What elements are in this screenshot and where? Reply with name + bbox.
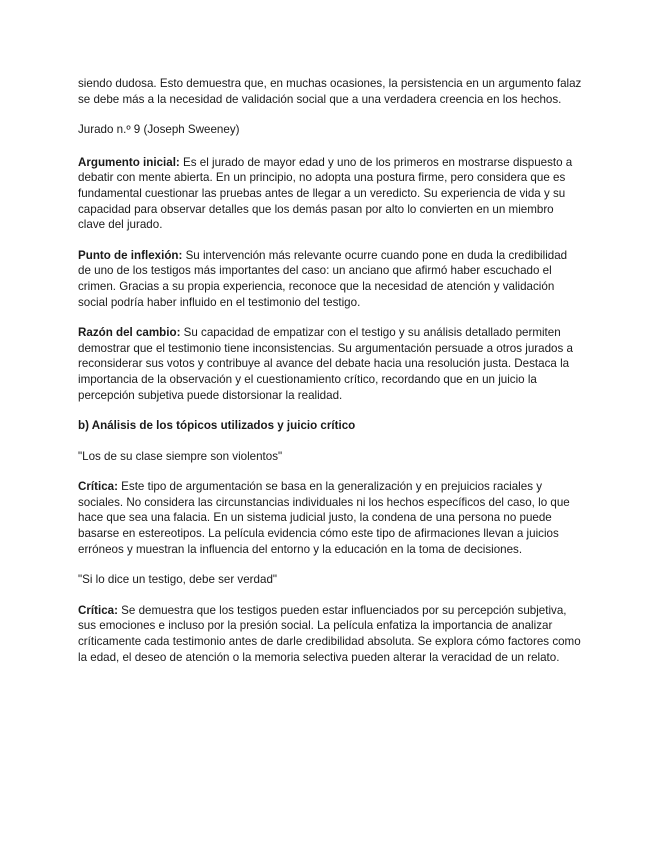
turning-point-text: Su intervención más relevante ocurre cuando pone en duda la credibilidad de uno de los testigos más importantes del caso: un anciano que afirmó haber escuchado el crimen. Gracias a su propia experiencia, reconoce que la necesidad de atención y validación social podría haber influido en el testimonio del testigo. (78, 248, 568, 309)
initial-argument-paragraph (78, 155, 583, 233)
critique-1-label: Crítica: (78, 480, 118, 494)
critique-2-text: Se demuestra que los testigos pueden estar influenciados por su percepción subjetiva, sus emociones e incluso por la presión social. La película enfatiza la importancia de analizar críticamente cada testimonio antes de darle credibilidad absoluta. Se explora cómo factores como la edad, el deseo de atención o la memoria selectiva pueden alterar la veracidad de un relato. (78, 603, 581, 664)
document-page (78, 76, 583, 665)
critique-1-paragraph (78, 479, 583, 557)
reason-change-paragraph (78, 325, 583, 403)
critique-1-text: Este tipo de argumentación se basa en la generalización y en prejuicios raciales y sociales. No considera las circunstancias individuales ni los hechos específicos del caso, lo que hace que sea una falacia. En un sistema judicial justo, la condena de una persona no puede basarse en estereotipos. La película evidencia cómo este tipo de afirmaciones llevan a juicios erróneos y muestran la influencia del entorno y la educación en la toma de decisiones. (78, 480, 570, 556)
turning-point-paragraph (78, 248, 583, 310)
reason-change-text: Su capacidad de empatizar con el testigo y su análisis detallado permiten demostrar que el testimonio tiene inconsistencias. Su argumentación persuade a otros jurados a reconsiderar sus votos y contribuye al avance del debate hacia una resolución justa. Destaca la importancia de la observación y el cuestionamiento crítico, recordando que en un juicio la percepción subjetiva puede distorsionar la realidad. (78, 326, 573, 402)
section-b-heading: b) Análisis de los tópicos utilizados y juicio crítico (78, 419, 356, 433)
topic-2-quote: "Si lo dice un testigo, debe ser verdad" (78, 573, 278, 587)
critique-2-label: Crítica: (78, 603, 118, 617)
intro-paragraph: siendo dudosa. Esto demuestra que, en muchas ocasiones, la persistencia en un argumento falaz se debe más a la necesidad de validación social que a una verdadera creencia en los hechos. (78, 77, 582, 106)
juror-title: Jurado n.º 9 (Joseph Sweeney) (78, 123, 240, 137)
initial-argument-label: Argumento inicial: (78, 155, 180, 169)
reason-change-label: Razón del cambio: (78, 326, 181, 340)
turning-point-label: Punto de inflexión: (78, 248, 183, 262)
critique-2-paragraph (78, 603, 583, 665)
initial-argument-text: Es el jurado de mayor edad y uno de los primeros en mostrarse dispuesto a debatir con mente abierta. En un principio, no adopta una postura firme, pero considera que es fundamental cuestionar las pruebas antes de llegar a un veredicto. Su experiencia de vida y su capacidad para observar detalles que los demás pasan por alto lo convierten en un miembro clave del jurado. (78, 155, 573, 232)
topic-1-quote: "Los de su clase siempre son violentos" (78, 449, 283, 463)
